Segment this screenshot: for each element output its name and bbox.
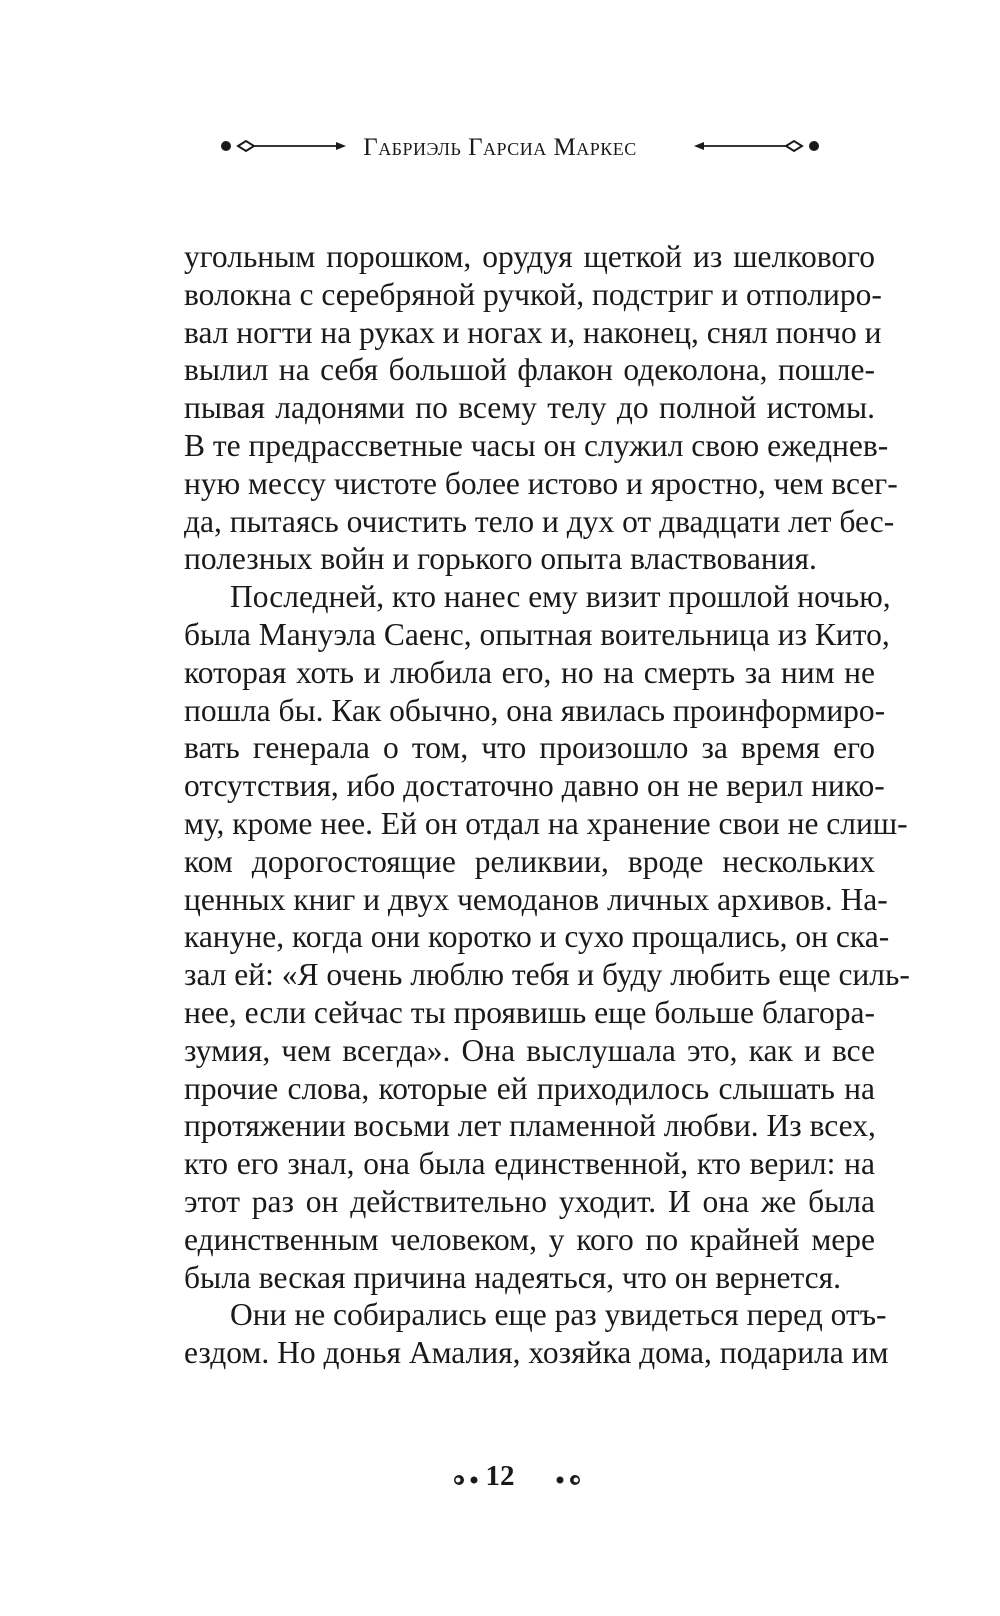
text-line: протяжении восьми лет пламенной любви. Из всех, (184, 1108, 876, 1144)
text-line: Последней, кто нанес ему визит прошлой ночью, (230, 579, 891, 615)
running-header (0, 130, 1000, 174)
text-line: зал ей: «Я очень люблю тебя и буду любить еще силь- (184, 957, 910, 993)
text-line: угольным порошком, орудуя щеткой из шелкового (184, 239, 875, 274)
page-number: 12 (485, 1460, 515, 1492)
text-line: зумия, чем всегда». Она выслушала это, как и все (184, 1032, 875, 1068)
text-line: вылил на себя большой флакон одеколона, пошле- (184, 352, 875, 388)
text-line: этот раз он действительно уходит. И она же была (184, 1183, 875, 1219)
paragraph-2 (184, 578, 910, 1296)
text-line: единственным человеком, у кого по крайней мере (184, 1221, 875, 1257)
paragraph-3 (184, 1296, 889, 1372)
text-line: пывая ладонями по всему телу до полной истомы. (184, 390, 875, 426)
text-line: ездом. Но донья Амалия, хозяйка дома, подарила им (184, 1335, 889, 1371)
text-line: нее, если сейчас ты проявишь еще больше благора- (184, 994, 875, 1030)
text-line: ком дорогостоящие реликвии, вроде нескольких (184, 843, 875, 879)
paragraph-1 (184, 238, 898, 578)
text-line: была Мануэла Саенс, опытная воительница из Кито, (184, 616, 890, 652)
right-ornament-icon (690, 132, 822, 160)
text-line: которая хоть и любила его, но на смерть за ним не (184, 654, 875, 690)
text-line: полезных войн и горького опыта властвования. (184, 541, 817, 577)
text-line: ную мессу чистоте более истово и яростно, чем всег- (184, 465, 898, 501)
text-line: вать генерала о том, что произошло за время его (184, 730, 875, 766)
text-line: В те предрассветные часы он служил свою ежеднев- (184, 427, 889, 463)
text-line: волокна с серебряной ручкой, подстриг и отполиро- (184, 276, 882, 312)
text-line: была веская причина надеяться, что он вернется. (184, 1259, 841, 1295)
text-line: му, кроме нее. Ей он отдал на хранение свои не слиш- (184, 805, 908, 841)
right-page-ornament-icon (546, 1470, 586, 1490)
body-text (184, 238, 910, 1372)
page-footer (0, 1460, 1000, 1500)
text-line: да, пытаясь очистить тело и дух от двадцати лет бес- (184, 503, 895, 539)
text-line: Они не собирались еще раз увидеться перед отъ- (230, 1297, 887, 1333)
text-line: кто его знал, она была единственной, кто верил: на (184, 1146, 875, 1182)
text-line: вал ногти на руках и ногах и, наконец, снял пончо и (184, 314, 882, 350)
text-line: кануне, когда они коротко и сухо прощались, он ска- (184, 919, 890, 955)
text-line: ценных книг и двух чемоданов личных архивов. На- (184, 881, 888, 917)
text-line: пошла бы. Как обычно, она явилась проинформиро- (184, 692, 886, 728)
text-line: прочие слова, которые ей приходилось слышать на (184, 1070, 875, 1106)
text-line: отсутствия, ибо достаточно давно он не верил нико- (184, 768, 885, 804)
running-title: Габриэль Гарсиа Маркес (363, 134, 637, 161)
